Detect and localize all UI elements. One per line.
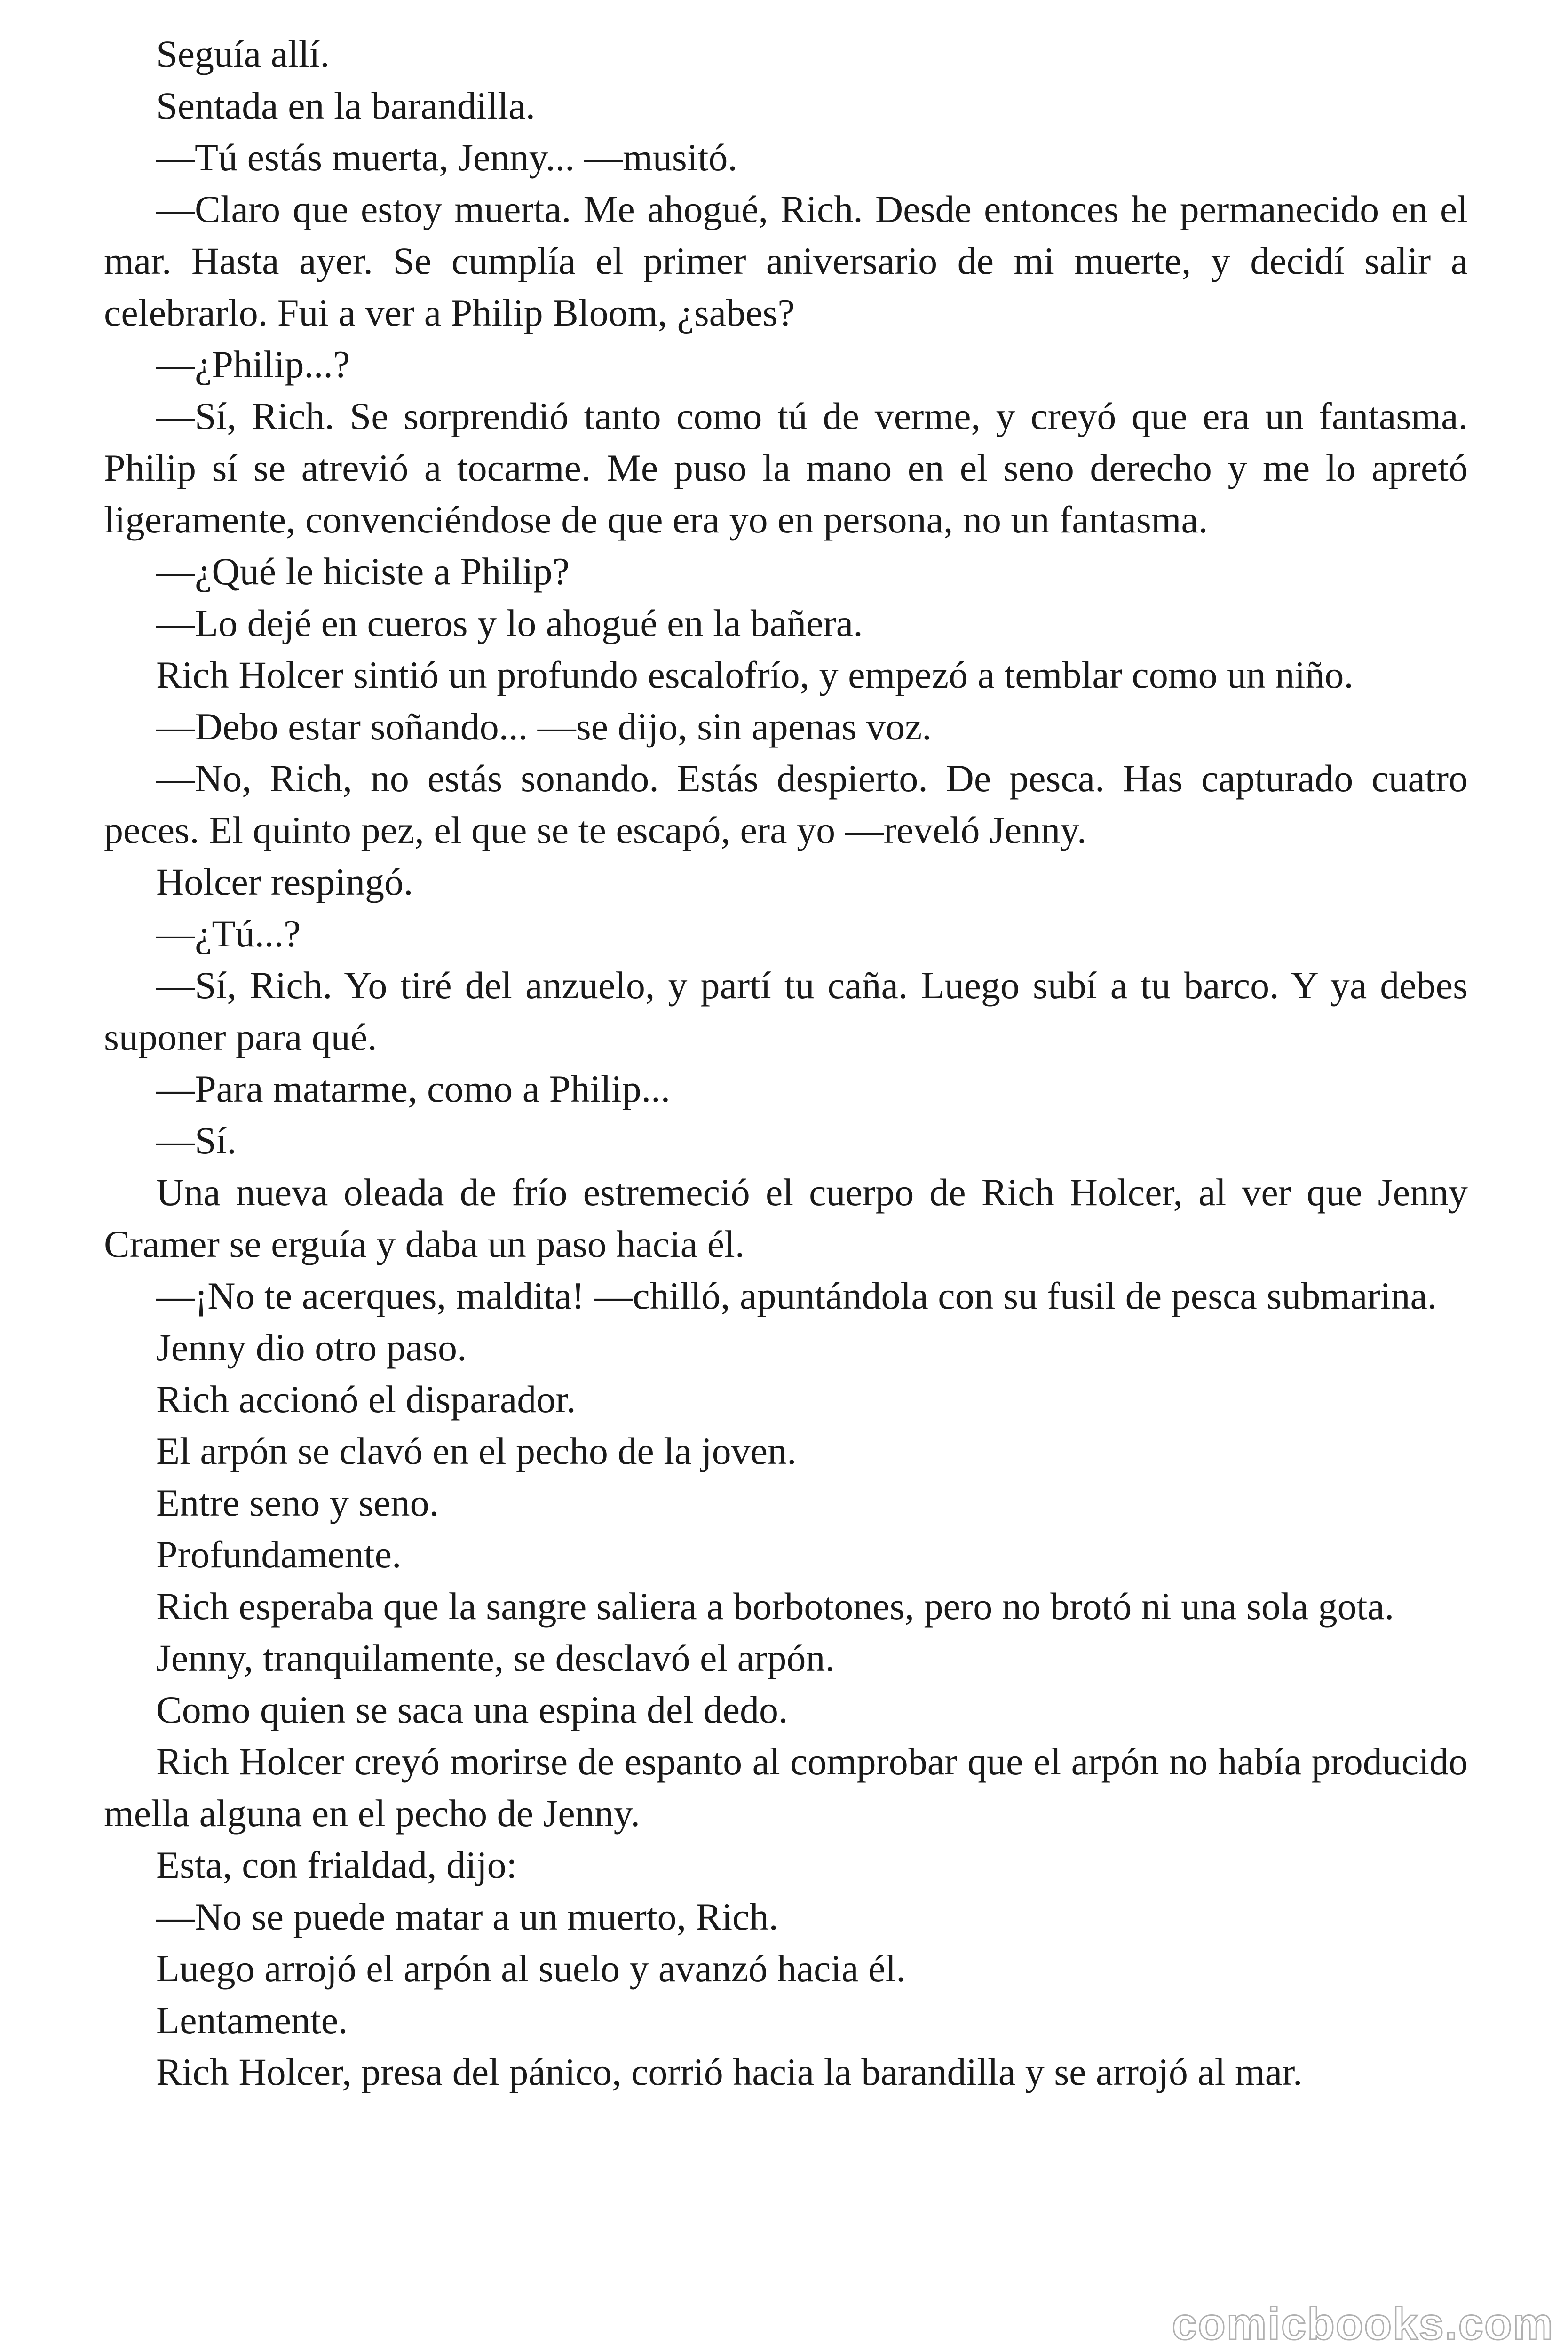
paragraph: Rich Holcer, presa del pánico, corrió hacia la barandilla y se arrojó al mar. [156, 2050, 1303, 2093]
paragraph: Rich Holcer creyó morirse de espanto al comprobar que el arpón no había producido mella alguna en el pecho de Jenny. [104, 1740, 1468, 1835]
paragraph: Seguía allí. [156, 32, 330, 75]
paragraph: El arpón se clavó en el pecho de la joven. [156, 1430, 797, 1472]
paragraph: —Tú estás muerta, Jenny... —musitó. [156, 136, 737, 179]
paragraph: Jenny dio otro paso. [156, 1326, 467, 1369]
paragraph: —Sí, Rich. Yo tiré del anzuelo, y partí tu caña. Luego subí a tu barco. Y ya debes suponer para qué. [104, 964, 1468, 1058]
paragraph: Como quien se saca una espina del dedo. [156, 1688, 788, 1731]
paragraph: Holcer respingó. [156, 860, 413, 903]
paragraph: Rich esperaba que la sangre saliera a borbotones, pero no brotó ni una sola gota. [156, 1585, 1394, 1628]
paragraph: —¿Tú...? [156, 912, 301, 955]
paragraph: Rich Holcer sintió un profundo escalofrío, y empezó a temblar como un niño. [156, 653, 1354, 696]
paragraph: Profundamente. [156, 1533, 402, 1576]
paragraph: Esta, con frialdad, dijo: [156, 1843, 517, 1886]
page-text [104, 28, 1468, 2098]
paragraph: Rich accionó el disparador. [156, 1378, 576, 1421]
paragraph: —¡No te acerques, maldita! —chilló, apuntándola con su fusil de pesca submarina. [156, 1274, 1437, 1317]
paragraph: Lentamente. [156, 1999, 348, 2042]
paragraph: Entre seno y seno. [156, 1481, 439, 1524]
paragraph: —Para matarme, como a Philip... [156, 1067, 671, 1110]
paragraph: Luego arrojó el arpón al suelo y avanzó hacia él. [156, 1947, 906, 1990]
paragraph: —Claro que estoy muerta. Me ahogué, Rich. Desde entonces he permanecido en el mar. Hasta ayer. Se cumplía el primer aniversario de mi muerte, y decidí salir a celebrarlo. Fui a ver a Philip Bloom, ¿sabes? [104, 188, 1468, 334]
paragraph: —Lo dejé en cueros y lo ahogué en la bañera. [156, 602, 863, 644]
paragraph: —No se puede matar a un muerto, Rich. [156, 1895, 779, 1938]
paragraph: —Debo estar soñando... —se dijo, sin apenas voz. [156, 705, 932, 748]
watermark: comicbooks.com [1172, 2299, 1554, 2349]
paragraph: —¿Qué le hiciste a Philip? [156, 550, 570, 593]
paragraph: —¿Philip...? [156, 343, 350, 386]
paragraph: Una nueva oleada de frío estremeció el cuerpo de Rich Holcer, al ver que Jenny Cramer se erguía y daba un paso hacia él. [104, 1171, 1468, 1265]
paragraph: —Sí, Rich. Se sorprendió tanto como tú de verme, y creyó que era un fantasma. Philip sí se atrevió a tocarme. Me puso la mano en el seno derecho y me lo apretó ligeramente, convenciéndose de que era yo en persona, no un fantasma. [104, 395, 1468, 541]
paragraph: —No, Rich, no estás sonando. Estás despierto. De pesca. Has capturado cuatro peces. El quinto pez, el que se te escapó, era yo —reveló Jenny. [104, 757, 1468, 851]
paragraph: Jenny, tranquilamente, se desclavó el arpón. [156, 1637, 835, 1679]
paragraph: Sentada en la barandilla. [156, 84, 535, 127]
paragraph: —Sí. [156, 1119, 237, 1162]
